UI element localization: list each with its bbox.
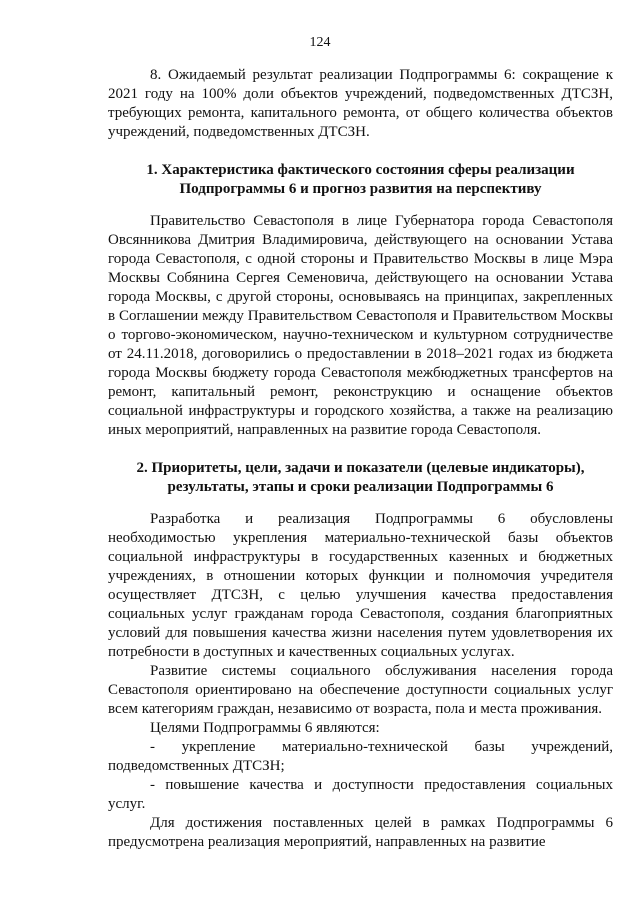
section1-paragraph: Правительство Севастополя в лице Губернатора города Севастополя Овсянникова Дмитрия Владимировича, действующего на основании Устава города Севастополя, с одной стороны и Правительство Москвы в лице Мэра Москвы Собянина Сергея Семеновича, действующего на основании Устава города Москвы, с другой стороны, основываясь на принципах, закрепленных в Соглашении между Правительством Севастополя и Правительством Москвы о торгово-экономическом, научно-техническом и культурном сотрудничестве от 24.11.2018, договорились о предоставлении в 2018–2021 годах из бюджета города Москвы бюджету города Севастополя межбюджетных трансфертов на ремонт, капитальный ремонт, реконструкцию и оснащение объектов социальной инфраструктуры и городского хозяйства, а также на реализацию иных мероприятий, направленных на развитие города Севастополя. [108, 213, 613, 438]
section2-heading: 2. Приоритеты, цели, задачи и показатели (целевые индикаторы), результаты, этапы и сроки реализации Подпрограммы 6 [136, 460, 585, 495]
section1-heading: 1. Характеристика фактического состояния сферы реализации Подпрограммы 6 и прогноз развития на перспективу [146, 162, 575, 197]
goal-item-2: - повышение качества и доступности предоставления социальных услуг. [108, 777, 613, 812]
goal-item-1: - укрепление материально-технической базы учреждений, подведомственных ДТСЗН; [108, 739, 613, 774]
section2-paragraph-1: Разработка и реализация Подпрограммы 6 обусловлены необходимостью укрепления материально-технической базы объектов социальной инфраструктуры в государственных казенных и бюджетных учреждениях, в отношении которых функции и полномочия учредителя осуществляет ДТСЗН, с целью улучшения качества предоставления социальных услуг гражданам города Севастополя, создания благоприятных условий для повышения качества жизни населения путем удовлетворения их потребности в доступных и качественных социальных услугах. [108, 511, 613, 660]
spacer [108, 497, 613, 510]
spacer [108, 199, 613, 212]
spacer [108, 440, 613, 459]
page-number: 124 [309, 35, 331, 50]
intro-paragraph: 8. Ожидаемый результат реализации Подпрограммы 6: сокращение к 2021 году на 100% доли объектов учреждений, подведомственных ДТСЗН, требующих ремонта, капитального ремонта, от общего количества объектов учреждений, подведомственных ДТСЗН. [108, 67, 613, 140]
goals-intro: Целями Подпрограммы 6 являются: [150, 720, 380, 736]
spacer [108, 142, 613, 161]
document-body [108, 66, 613, 852]
section2-paragraph-2: Развитие системы социального обслуживания населения города Севастополя ориентировано на обеспечение доступности социальных услуг всем категориям граждан, независимо от возраста, пола и места проживания. [108, 663, 613, 717]
section2-paragraph-3: Для достижения поставленных целей в рамках Подпрограммы 6 предусмотрена реализация мероприятий, направленных на развитие [108, 815, 613, 850]
